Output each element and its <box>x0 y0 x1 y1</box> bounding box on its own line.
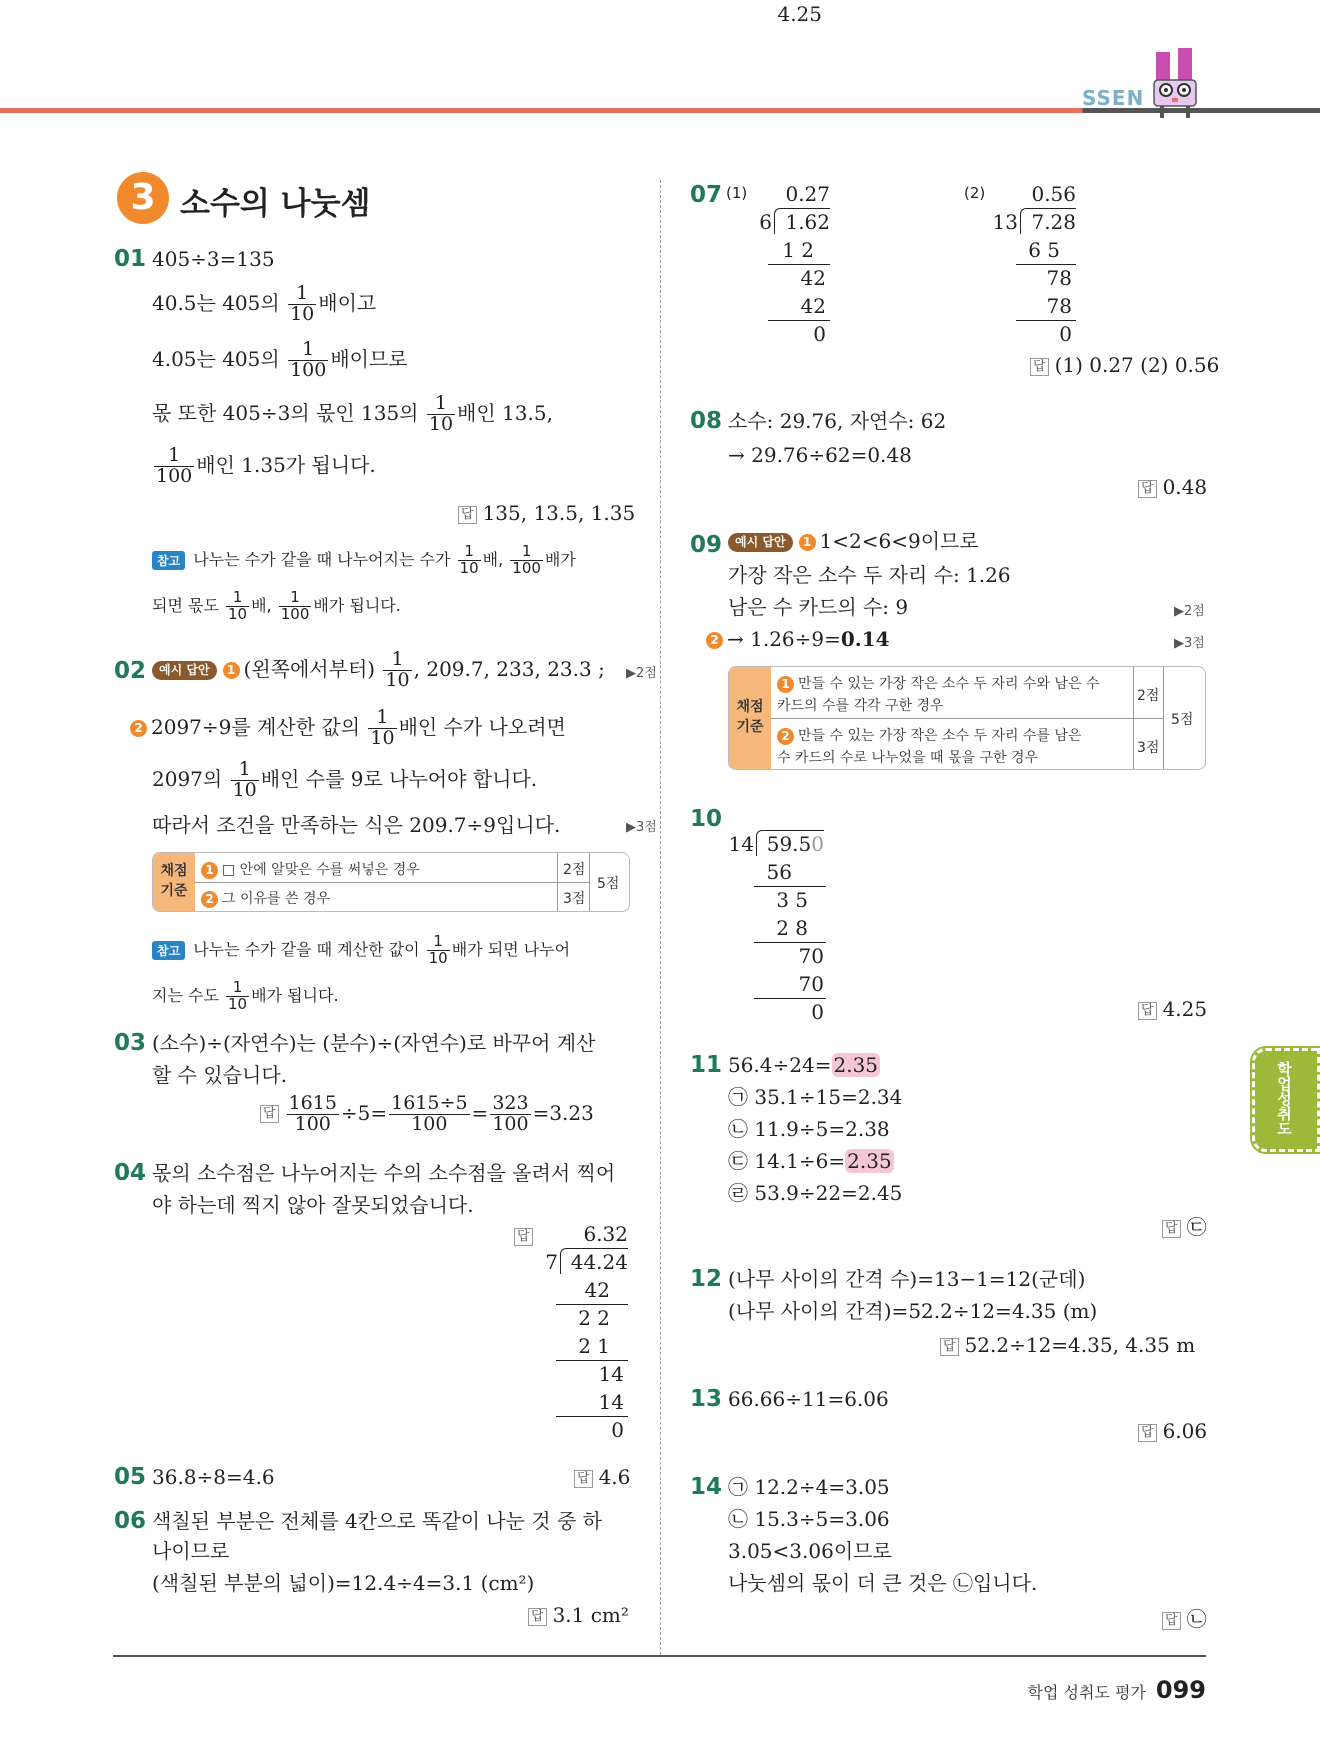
q11-line: 56.4÷24= 2.35 <box>728 1053 879 1077</box>
q04-step: 14 <box>598 1362 624 1386</box>
q03-answer: 답 $\frac{1615}{100}$ ÷5= $\frac{1615\div 5}{100}$ = $\frac{323}{100}$ =3.23 <box>260 1094 594 1135</box>
rubric-item: 카드의 수를 각각 구한 경우 <box>777 698 944 714</box>
q04-step: 2 1 <box>578 1334 610 1358</box>
q10-answer: 답 4.25 <box>1138 996 1207 1022</box>
question-number: 10 <box>690 806 723 832</box>
part-label: (1) <box>726 184 748 202</box>
section-title: 소수의 나눗셈 <box>180 186 371 222</box>
q10-step: 2 8 <box>776 916 808 940</box>
q02-note: 지는 수도 $\frac{1}{10}$ 배가 됩니다. <box>152 978 339 1013</box>
rubric-points: 3점 <box>563 891 586 907</box>
scoring-rubric <box>728 666 1206 770</box>
q11-option: ㉠ 35.1÷15=2.34 <box>728 1085 903 1109</box>
brand-logo: SSEN <box>1082 86 1145 110</box>
q07-dividend: 1.62 <box>785 210 830 234</box>
points: ▶2점 <box>1174 604 1205 619</box>
q01-note: 되면 몫도 $\frac{1}{10}$ 배, $\frac{1}{100}$ 배가 됩니다. <box>152 588 401 623</box>
page-number: 099 <box>1155 1676 1206 1704</box>
question-number: 03 <box>114 1030 147 1056</box>
footer-label: 학업 성취도 평가 <box>1027 1683 1146 1702</box>
section-number: 3 <box>117 172 169 224</box>
q10-dividend: 59.50 <box>766 832 824 856</box>
part-label: (2) <box>964 184 986 202</box>
q14-line: ㉡ 15.3÷5=3.06 <box>728 1507 890 1531</box>
question-number: 02 <box>114 658 147 684</box>
rubric-points: 2점 <box>1137 688 1160 704</box>
q08-answer: 답 0.48 <box>1138 474 1207 500</box>
q08-line: 소수: 29.76, 자연수: 62 <box>728 409 947 433</box>
q01-line: 4.05는 405의 $\frac{1}{100}$ 배이므로 <box>152 338 408 381</box>
q07-step: 1 2 <box>782 238 814 262</box>
q07-step: 0 <box>813 322 826 346</box>
question-number: 12 <box>690 1266 723 1292</box>
q01-note: 참고 나누는 수가 같을 때 나누어지는 수가 $\frac{1}{10}$ 배, $\frac{1}{100}$ 배가 <box>152 544 576 577</box>
q13-line: 66.66÷11=6.06 <box>728 1387 889 1411</box>
q12-line: (나무 사이의 간격 수)=13−1=12(군데) <box>728 1267 1086 1291</box>
points: ▶2점 <box>626 666 657 681</box>
q07-step: 78 <box>1046 266 1072 290</box>
q01-line: 40.5는 405의 $\frac{1}{10}$ 배이고 <box>152 282 377 325</box>
q07-step: 42 <box>800 266 826 290</box>
q07-quotient: 0.56 <box>1031 182 1076 206</box>
rubric-total: 5점 <box>1171 712 1194 728</box>
q04-quotient: 6.32 <box>583 1222 628 1246</box>
question-number: 06 <box>114 1508 147 1534</box>
rubric-total: 5점 <box>597 876 620 892</box>
footer-rule <box>113 1655 1206 1657</box>
q02-note: 참고 나누는 수가 같을 때 계산한 값이 $\frac{1}{10}$ 배가 되면 나누어 <box>152 934 570 967</box>
q14-answer: 답 ㉡ <box>1162 1606 1207 1632</box>
q06-line: 색칠된 부분은 전체를 4칸으로 똑같이 나눈 것 중 하 <box>152 1509 602 1533</box>
q11-option: ㉡ 11.9÷5=2.38 <box>728 1117 890 1141</box>
q10-step: 3 5 <box>776 888 808 912</box>
q01-answer: 답 135, 13.5, 1.35 <box>458 500 635 526</box>
q03-line: 할 수 있습니다. <box>152 1063 287 1087</box>
scoring-rubric <box>152 852 630 912</box>
q10-step: 70 <box>798 944 824 968</box>
q02-line: 2 2097÷9를 계산한 값의 $\frac{1}{10}$ 배인 수가 나오려면 <box>130 708 566 749</box>
q04-step: 0 <box>611 1418 624 1442</box>
question-number: 11 <box>690 1052 723 1078</box>
q05-line: 36.8÷8=4.6 <box>152 1465 275 1489</box>
q04-dividend: 44.24 <box>570 1250 628 1274</box>
rubric-label: 채점 기준 <box>729 667 771 769</box>
question-number: 14 <box>690 1474 723 1500</box>
question-number: 05 <box>114 1464 147 1490</box>
q10-step: 70 <box>798 972 824 996</box>
q13-answer: 답 6.06 <box>1138 1418 1207 1444</box>
q09-line: 2 → 1.26÷9=0.14 <box>706 626 890 652</box>
q07-divisor: 13 <box>992 210 1018 234</box>
q07-step: 42 <box>800 294 826 318</box>
q06-line: 나이므로 <box>152 1539 230 1563</box>
q14-line: 나눗셈의 몫이 더 큰 것은 ㉡입니다. <box>728 1571 1038 1595</box>
q12-answer: 답 52.2÷12=4.35, 4.35 m <box>940 1332 1195 1358</box>
rubric-item: 1 □ 안에 알맞은 수를 써넣은 경우 <box>201 859 420 879</box>
question-number: 08 <box>690 408 723 434</box>
q14-line: ㉠ 12.2÷4=3.05 <box>728 1475 890 1499</box>
column-divider <box>660 180 661 1655</box>
side-tab: 학업성취도 <box>1252 1048 1320 1152</box>
rubric-item: 수 카드의 수로 나누었을 때 몫을 구한 경우 <box>777 750 1039 766</box>
rubric-points: 2점 <box>563 862 586 878</box>
q11-option: ㉢ 14.1÷6= 2.35 <box>728 1149 892 1173</box>
q07-step: 0 <box>1059 322 1072 346</box>
q04-step: 14 <box>598 1390 624 1414</box>
q10-step: 56 <box>766 860 792 884</box>
rubric-label: 채점 기준 <box>153 853 195 911</box>
q03-line: (소수)÷(자연수)는 (분수)÷(자연수)로 바꾸어 계산 <box>152 1031 596 1055</box>
rubric-item: 2 만들 수 있는 가장 작은 소수 두 자리 수를 남은 <box>777 725 1081 745</box>
footer <box>1028 1676 1206 1704</box>
question-number: 01 <box>114 246 147 272</box>
points: ▶3점 <box>1174 636 1205 651</box>
q02-line: 따라서 조건을 만족하는 식은 209.7÷9입니다. <box>152 813 561 837</box>
q10-divisor: 14 <box>728 832 754 856</box>
q04-answer-mark: 답 <box>514 1222 539 1248</box>
q01-line: 몫 또한 405÷3의 몫인 135의 $\frac{1}{10}$ 배인 13.5, <box>152 392 553 435</box>
q09-line: 가장 작은 소수 두 자리 수: 1.26 <box>728 563 1011 587</box>
question-number: 07 <box>690 182 723 208</box>
q07-dividend: 7.28 <box>1031 210 1076 234</box>
q07-answer: 답 (1) 0.27 (2) 0.56 <box>1030 352 1219 378</box>
rubric-points: 3점 <box>1137 740 1160 756</box>
q08-line: → 29.76÷62=0.48 <box>728 443 912 467</box>
q04-step: 2 2 <box>578 1306 610 1330</box>
question-number: 09 <box>690 532 723 558</box>
q01-line: $\frac{1}{100}$ 배인 1.35가 됩니다. <box>156 444 376 487</box>
q07-divisor: 6 <box>759 210 772 234</box>
q09-line: 예시 답안 1 1<2<6<9이므로 <box>728 528 979 554</box>
q07-step: 6 5 <box>1028 238 1060 262</box>
q04-line: 야 하는데 찍지 않아 잘못되었습니다. <box>152 1193 474 1217</box>
q02-line: 예시 답안 1 (왼쪽에서부터) $\frac{1}{10}$ , 209.7, 233, 23.3 ; <box>152 650 605 691</box>
q09-line: 남은 수 카드의 수: 9 <box>728 595 909 619</box>
question-number: 04 <box>114 1160 147 1186</box>
points: ▶3점 <box>626 820 657 835</box>
q14-line: 3.05<3.06이므로 <box>728 1539 892 1563</box>
rubric-item: 2 그 이유를 쓴 경우 <box>201 888 330 908</box>
q05-answer: 답 4.6 <box>574 1464 630 1490</box>
q04-step: 42 <box>584 1278 610 1302</box>
q07-step: 78 <box>1046 294 1072 318</box>
q11-answer: 답 ㉢ <box>1162 1214 1207 1240</box>
mascot-icon <box>1148 44 1204 120</box>
question-number: 13 <box>690 1386 723 1412</box>
q12-line: (나무 사이의 간격)=52.2÷12=4.35 (m) <box>728 1299 1098 1323</box>
q06-line: (색칠된 부분의 넓이)=12.4÷4=3.1 (cm²) <box>152 1571 535 1595</box>
q07-quotient: 0.27 <box>785 182 830 206</box>
q04-line: 몫의 소수점은 나누어지는 수의 소수점을 올려서 찍어 <box>152 1161 616 1185</box>
q01-line: 405÷3=135 <box>152 247 275 271</box>
q10-quotient: 4.25 <box>777 2 822 26</box>
q06-answer: 답 3.1 cm² <box>528 1602 629 1628</box>
q11-option: ㉣ 53.9÷22=2.45 <box>728 1181 903 1205</box>
q10-step: 0 <box>811 1000 824 1024</box>
rubric-item: 1 만들 수 있는 가장 작은 소수 두 자리 수와 남은 수 <box>777 673 1099 693</box>
q02-line: 2097의 $\frac{1}{10}$ 배인 수를 9로 나누어야 합니다. <box>152 758 538 801</box>
q04-divisor: 7 <box>545 1250 558 1274</box>
